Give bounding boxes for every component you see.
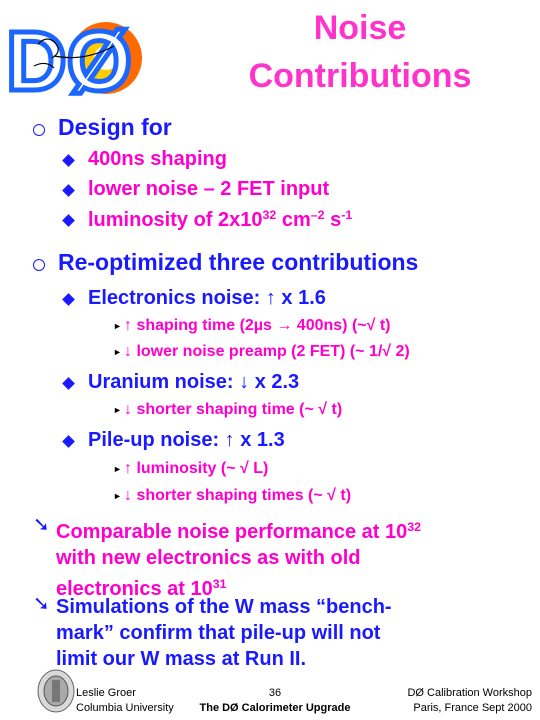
design-item-luminosity: luminosity of $2x10^{32}$ $cm^{-2}$ $s^{-1}$ bbox=[88, 208, 353, 231]
title-line-1: Noise bbox=[313, 9, 407, 47]
d0-logo-graphic bbox=[6, 6, 146, 116]
footer-event bbox=[372, 686, 532, 716]
pileup-sub-luminosity: ↑ luminosity (~ √ L) bbox=[124, 460, 269, 477]
event-place: Paris, France Sept 2000 bbox=[413, 702, 532, 714]
author-name: Leslie Groer bbox=[76, 687, 136, 699]
section-heading-reoptimized: Re-optimized three contributions bbox=[58, 249, 419, 275]
design-item-noise: lower noise – 2 FET input bbox=[88, 178, 330, 200]
title-line-2: Contributions bbox=[248, 57, 472, 95]
electronics-sub-shaping: ↑ shaping time (2µs → 400ns) (~√ t) bbox=[124, 317, 391, 334]
group-uranium-noise: Uranium noise: ↓ x 2.3 bbox=[88, 371, 300, 393]
conclusion-simulations: Simulations of the W mass “bench- mark” confirm that pile-up will not limit our W mass at Run II. bbox=[56, 596, 392, 670]
slide-title bbox=[195, 8, 525, 96]
group-pileup-noise: Pile-up noise: ↑ x 1.3 bbox=[88, 429, 285, 451]
talk-title: The DØ Calorimeter Upgrade bbox=[199, 702, 351, 714]
footer-author bbox=[76, 686, 174, 716]
seal-logo bbox=[36, 668, 76, 714]
bullet-diamond bbox=[62, 214, 75, 227]
pileup-sub-shaping: ↓ shorter shaping times (~ √ t) bbox=[124, 487, 352, 504]
bullet-triangle: ► bbox=[113, 347, 122, 357]
bullet-triangle: ► bbox=[113, 491, 122, 501]
arrow-down-right-icon: ➘ bbox=[33, 593, 50, 615]
design-item-shaping: 400ns shaping bbox=[88, 148, 227, 170]
bullet-diamond bbox=[62, 377, 75, 390]
bullet-triangle: ► bbox=[113, 405, 122, 415]
bullet-diamond bbox=[62, 293, 75, 306]
bullet-diamond bbox=[62, 435, 75, 448]
electronics-sub-preamp: ↓ lower noise preamp (2 FET) (~ 1/√ 2) bbox=[124, 343, 410, 360]
footer-center bbox=[190, 686, 360, 716]
bullet-triangle: ► bbox=[113, 464, 122, 474]
arrow-down-right-icon: ➘ bbox=[33, 514, 50, 536]
group-electronics-noise: Electronics noise: ↑ x 1.6 bbox=[88, 287, 326, 309]
bullet-circle bbox=[33, 259, 45, 271]
event-name: DØ Calibration Workshop bbox=[407, 687, 532, 699]
page-number: 36 bbox=[268, 687, 282, 699]
logo bbox=[6, 6, 146, 116]
bullet-triangle: ► bbox=[113, 321, 122, 331]
bullet-circle bbox=[33, 124, 45, 136]
bullet-diamond bbox=[62, 184, 75, 197]
uranium-sub-shaping: ↓ shorter shaping time (~ √ t) bbox=[124, 401, 343, 418]
conclusion-comparable: Comparable noise performance at $10^{32}$ with new electronics as with old electronics at $10^{31}$ bbox=[56, 520, 422, 600]
author-affiliation: Columbia University bbox=[76, 702, 174, 714]
bullet-diamond bbox=[62, 154, 75, 167]
logo-text: DØ bbox=[6, 14, 132, 108]
section-heading-design: Design for bbox=[58, 114, 172, 140]
